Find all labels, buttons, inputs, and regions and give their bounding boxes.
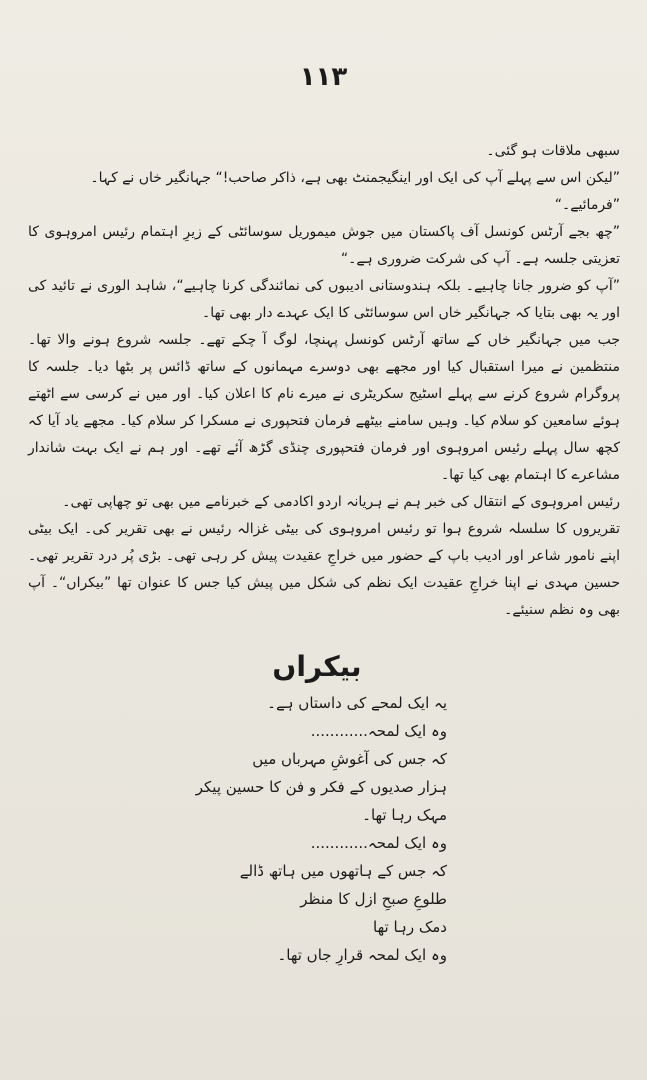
poem-line: وہ ایک لمحہ............ [310, 722, 447, 740]
poem-line: کہ جس کی آغوشِ مہرباں میں [252, 750, 447, 768]
poem-line: دمک رہا تھا [373, 918, 447, 936]
poem-line: مہک رہا تھا۔ [362, 806, 447, 824]
paragraph: تقریروں کا سلسلہ شروع ہوا تو رئیس امروہوی کی بیٹی غزالہ رئیس نے بھی تقریر کی۔ ایک بیٹی اپنے نامور شاعر اور ادیب باپ کے حضور میں خراجِ عقیدت پیش کر رہی تھی۔ بڑی پُر درد تقریر تھی۔ حسین مہدی نے اپنا خراجِ عقیدت ایک نظم کی شکل میں پیش کیا جس کا عنوان تھا ”بیکراں“۔ آپ بھی وہ نظم سنیئے۔ [28, 521, 620, 618]
poem-line: طلوعِ صبحِ ازل کا منظر [300, 890, 447, 908]
poem-line: وہ ایک لمحہ قرارِ جاں تھا۔ [277, 946, 447, 964]
paragraph: ”آپ کو ضرور جانا چاہیے۔ بلکہ ہندوستانی ادیبوں کی نمائندگی کرنا چاہیے“، شاہد الوری نے تائید کی اور یہ بھی بتایا کہ جہانگیر خاں اس سوسائٹی کا ایک عہدے دار بھی تھا۔ [28, 278, 620, 321]
poem-line: وہ ایک لمحہ............ [310, 834, 447, 852]
paragraph: سبھی ملاقات ہو گئی۔ [486, 143, 620, 159]
paragraph: ”چھ بجے آرٹس کونسل آف پاکستان میں جوش میموریل سوسائٹی کے زیرِ اہتمام رئیس امروہوی کا تعزیتی جلسہ ہے۔ آپ کی شرکت ضروری ہے۔“ [28, 224, 620, 267]
paragraph: رئیس امروہوی کے انتقال کی خبر ہم نے ہریانہ اردو اکادمی کے خبرنامے میں بھی تو چھاپی تھی۔ [62, 494, 620, 510]
poem-line: یہ ایک لمحے کی داستاں ہے۔ [267, 694, 447, 712]
poem-line: ہزار صدیوں کے فکر و فن کا حسین پیکر [195, 778, 447, 796]
poem-title: بیکراں [272, 650, 362, 683]
page-number: ۱۱۳ [299, 62, 348, 92]
poem-line: کہ جس کے ہاتھوں میں ہاتھ ڈالے [239, 862, 447, 880]
paragraph: ”فرمائیے۔“ [554, 197, 620, 213]
poem-lines [147, 689, 447, 969]
paragraph: ”لیکن اس سے پہلے آپ کی ایک اور اینگیجمنٹ بھی ہے، ذاکر صاحب!“ جہانگیر خاں نے کہا۔ [90, 170, 620, 186]
body-text [28, 138, 620, 624]
paragraph: جب میں جہانگیر خاں کے ساتھ آرٹس کونسل پہنچا، لوگ آ چکے تھے۔ جلسہ شروع ہونے والا تھا۔ منتظمین نے میرا استقبال کیا اور مجھے بھی دوسرے مہمانوں کے ساتھ ڈائس پر بٹھا دیا۔ جلسہ کا پروگرام شروع کرنے سے پہلے اسٹیج سکریٹری نے میرے نام کا اعلان کیا۔ اور میں نے کرسی سے اٹھتے ہوئے سامعین کو سلام کیا۔ وہیں سامنے بیٹھے فرمان فتحپوری نے مسکرا کر سلام کیا۔ مجھے یاد آیا کہ کچھ سال پہلے رئیس امروہوی اور فرمان فتحپوری چنڈی گڑھ آئے تھے۔ اور ہم نے ایک بہت شاندار مشاعرے کا اہتمام بھی کیا تھا۔ [28, 332, 620, 483]
poem [147, 650, 447, 969]
